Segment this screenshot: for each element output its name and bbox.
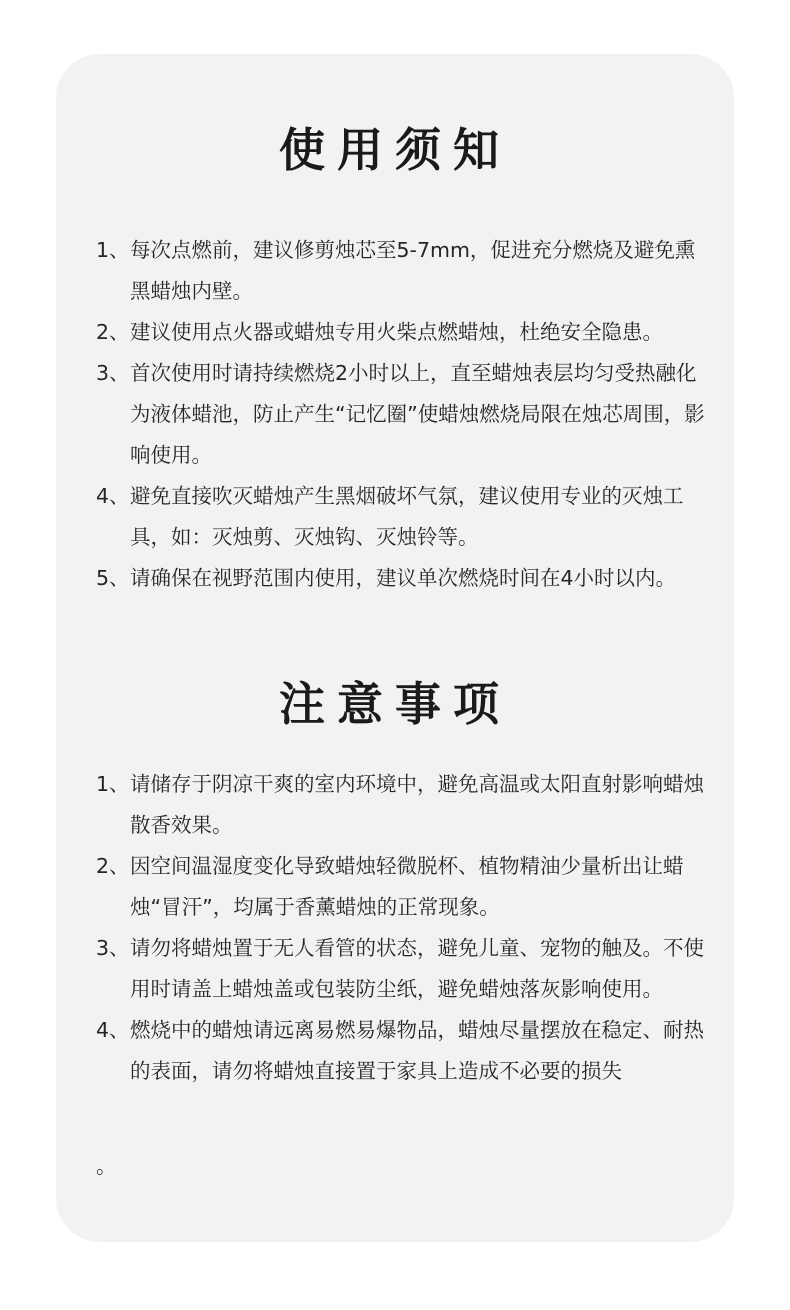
notes-item-1 [96, 764, 708, 846]
item-text: 因空间温湿度变化导致蜡烛轻微脱杯、植物精油少量析出让蜡烛“冒汗”，均属于香薰蜡烛的正常现象。 [130, 854, 684, 919]
item-number: 3、 [96, 361, 130, 385]
notes-title: 注意事项 [279, 677, 511, 731]
usage-item-5 [96, 558, 708, 599]
item-number: 4、 [96, 484, 130, 508]
item-text: 燃烧中的蜡烛请远离易燃易爆物品，蜡烛尽量摆放在稳定、耐热的表面，请勿将蜡烛直接置于家具上造成不必要的损失 [130, 1018, 704, 1083]
item-text: 建议使用点火器或蜡烛专用火柴点燃蜡烛，杜绝安全隐患。 [130, 320, 663, 344]
usage-item-1 [96, 230, 708, 312]
notes-list [96, 764, 708, 1092]
item-number: 4、 [96, 1018, 130, 1042]
item-text: 每次点燃前，建议修剪烛芯至5-7mm，促进充分燃烧及避免熏黑蜡烛内壁。 [130, 238, 696, 303]
item-number: 1、 [96, 238, 130, 262]
notes-item-4 [96, 1010, 708, 1092]
item-number: 1、 [96, 772, 130, 796]
usage-item-4 [96, 476, 708, 558]
item-text: 避免直接吹灭蜡烛产生黑烟破坏气氛，建议使用专业的灭烛工具，如：灭烛剪、灭烛钩、灭烛铃等。 [130, 484, 684, 549]
item-text: 请确保在视野范围内使用，建议单次燃烧时间在4小时以内。 [130, 566, 677, 590]
item-text: 首次使用时请持续燃烧2小时以上，直至蜡烛表层均匀受热融化为液体蜡池，防止产生“记忆圈”使蜡烛燃烧局限在烛芯周围，影响使用。 [130, 361, 705, 467]
item-text: 请勿将蜡烛置于无人看管的状态，避免儿童、宠物的触及。不使用时请盖上蜡烛盖或包装防尘纸，避免蜡烛落灰影响使用。 [130, 936, 704, 1001]
usage-item-2 [96, 312, 708, 353]
item-number: 5、 [96, 566, 130, 590]
item-number: 2、 [96, 320, 130, 344]
notes-item-3 [96, 928, 708, 1010]
notes-item-2 [96, 846, 708, 928]
usage-title: 使用须知 [279, 123, 511, 177]
item-text: 请储存于阴凉干爽的室内环境中，避免高温或太阳直射影响蜡烛散香效果。 [130, 772, 704, 837]
item-number: 2、 [96, 854, 130, 878]
instructions-card [56, 54, 734, 1242]
usage-item-3 [96, 353, 708, 476]
usage-list [96, 230, 708, 599]
item-number: 3、 [96, 936, 130, 960]
trailing-punctuation: 。 [96, 1154, 117, 1178]
